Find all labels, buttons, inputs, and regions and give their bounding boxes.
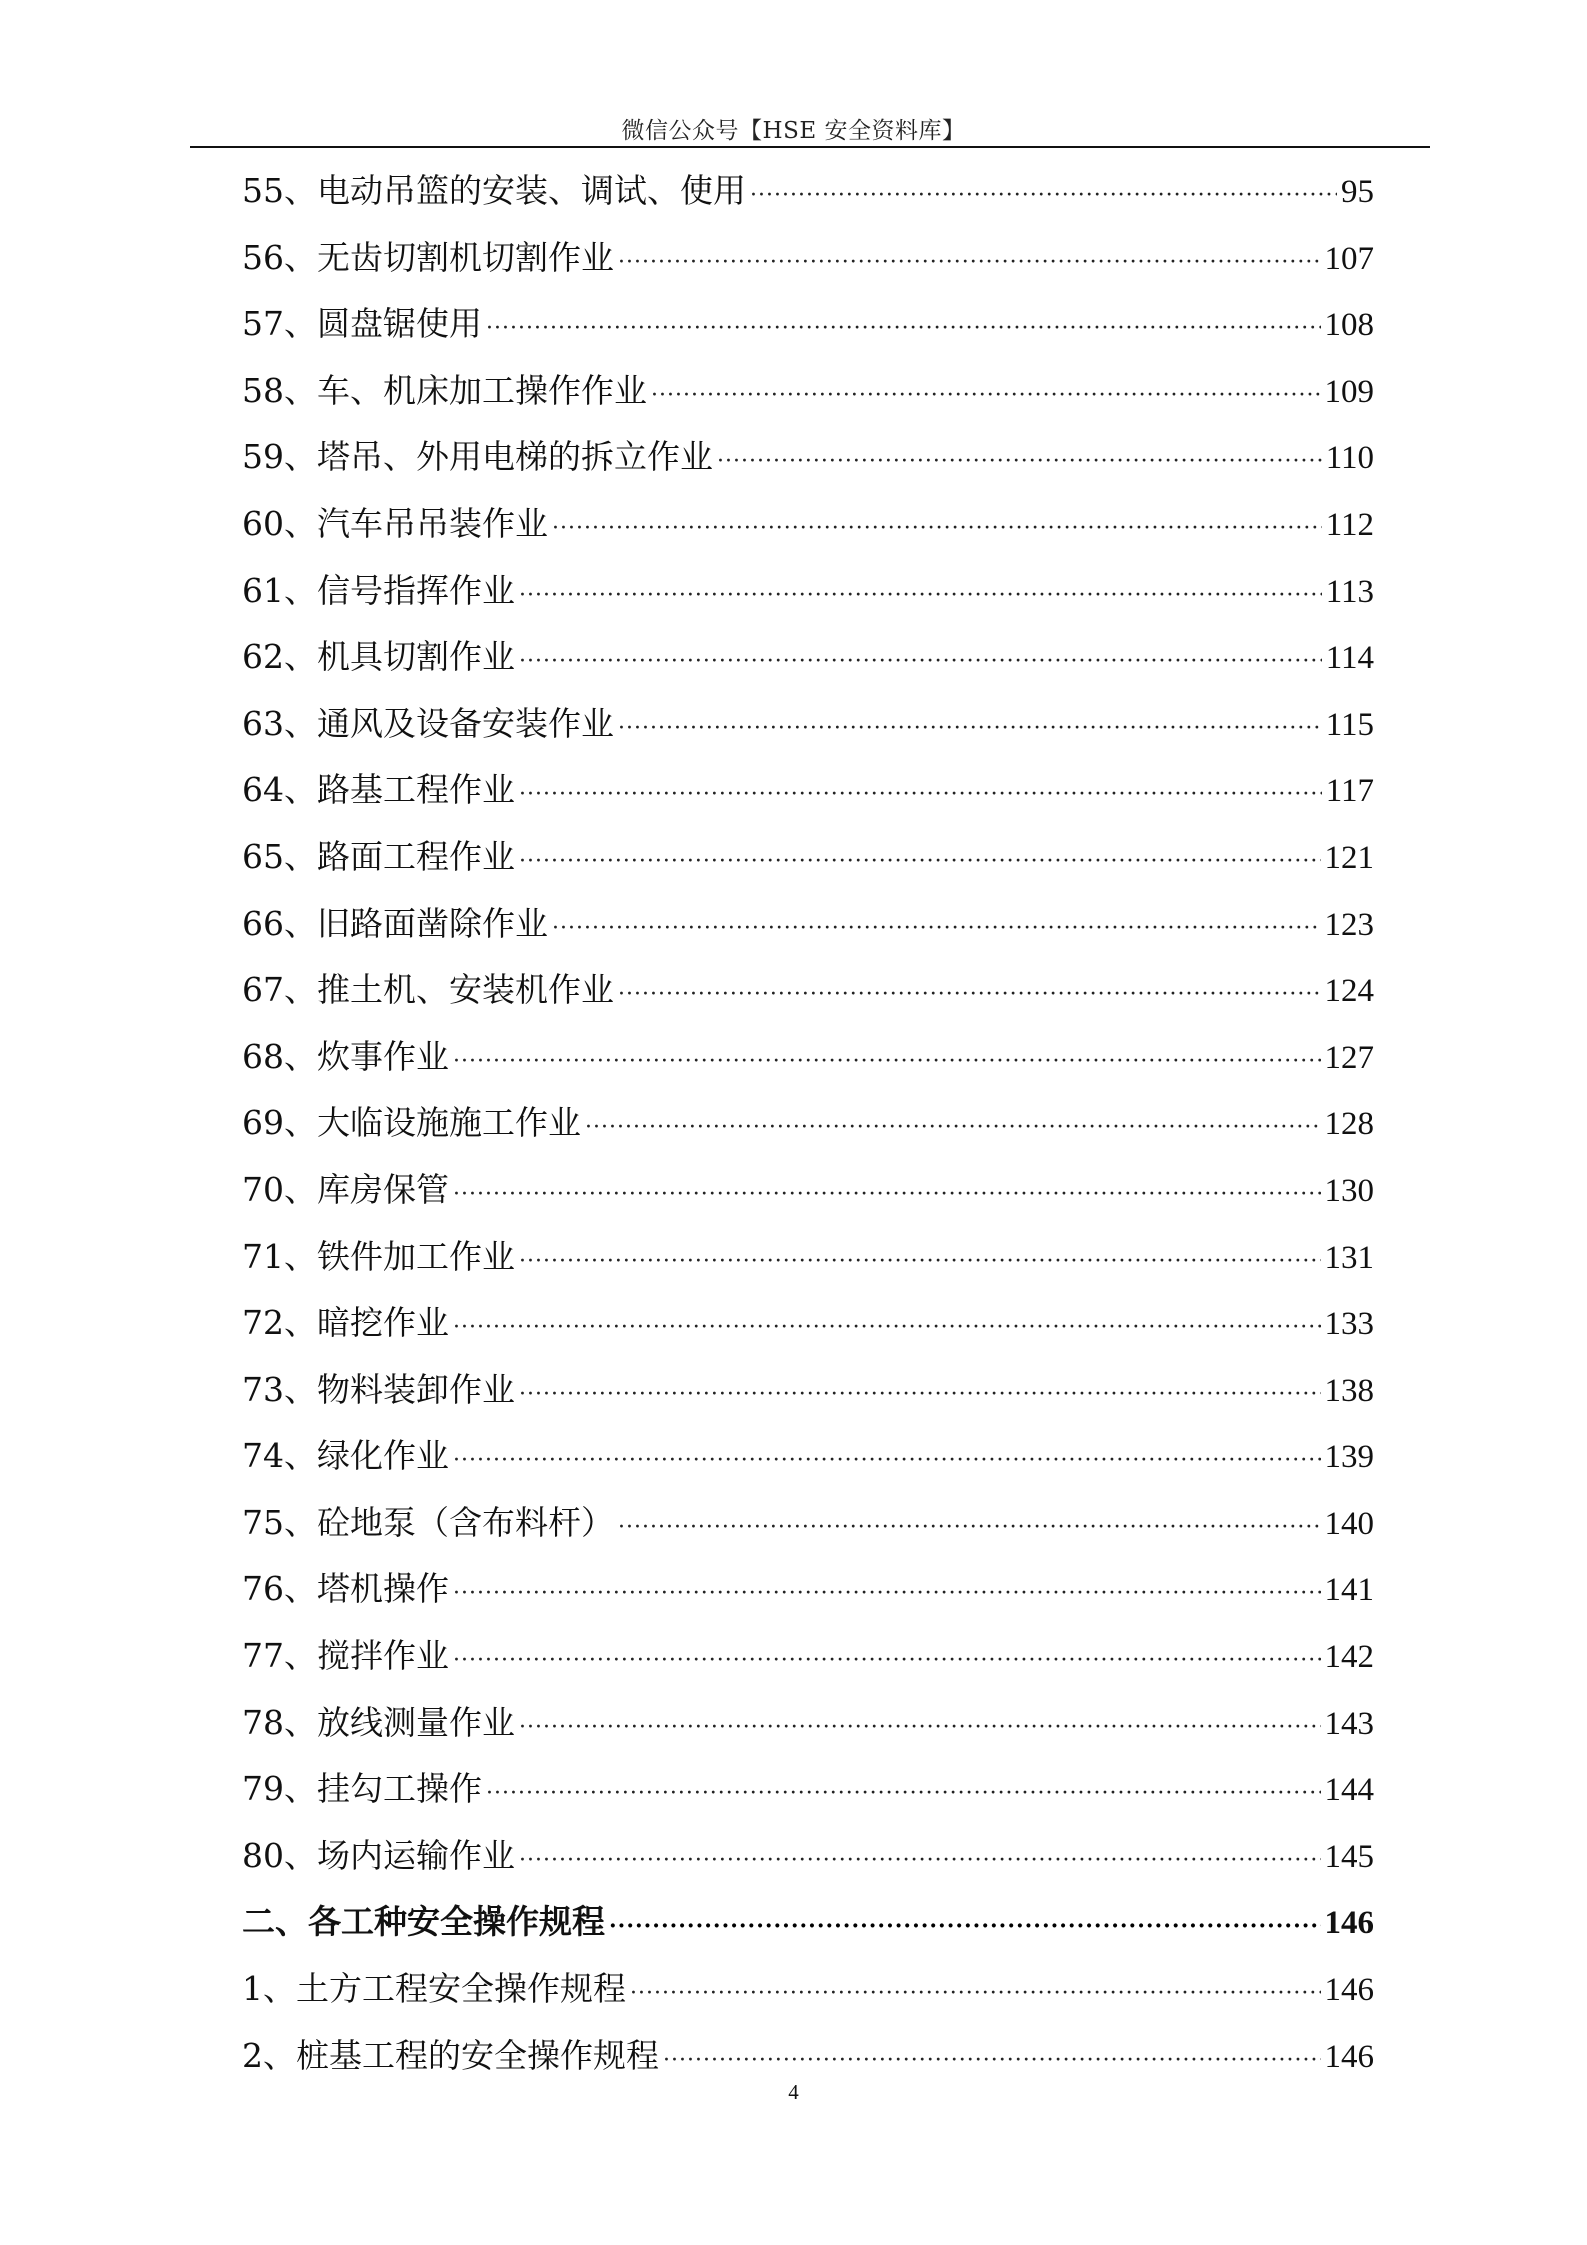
toc-entry[interactable] bbox=[242, 1224, 1374, 1291]
toc-dot-leader bbox=[552, 896, 1321, 963]
toc-entry-label: 2、桩基工程的安全操作规程 bbox=[242, 2035, 659, 2075]
toc-entry-label: 64、路基工程作业 bbox=[242, 770, 515, 810]
toc-entry-page-number: 117 bbox=[1325, 773, 1374, 810]
toc-entry-page-number: 113 bbox=[1325, 573, 1374, 610]
toc-entry[interactable] bbox=[242, 1556, 1374, 1623]
toc-entry-page-number: 95 bbox=[1341, 174, 1374, 210]
toc-entry-page-number: 131 bbox=[1324, 1239, 1374, 1276]
toc-entry-page-number: 107 bbox=[1324, 240, 1374, 277]
toc-dot-leader bbox=[585, 1095, 1321, 1162]
toc-entry-page-number: 114 bbox=[1325, 640, 1374, 677]
toc-entry-page-number: 109 bbox=[1324, 373, 1374, 410]
toc-entry-page-number: 112 bbox=[1325, 506, 1374, 543]
toc-entry-label: 79、挂勾工操作 bbox=[242, 1769, 482, 1809]
toc-dot-leader bbox=[717, 429, 1322, 496]
toc-dot-leader bbox=[618, 230, 1321, 297]
toc-dot-leader bbox=[453, 1029, 1321, 1096]
toc-entry-page-number: 145 bbox=[1324, 1838, 1374, 1875]
toc-entry[interactable] bbox=[242, 1623, 1374, 1690]
toc-entry-label: 70、库房保管 bbox=[242, 1169, 449, 1209]
toc-entry-label: 二、各工种安全操作规程 bbox=[242, 1902, 605, 1942]
toc-entry-page-number: 128 bbox=[1324, 1106, 1374, 1143]
toc-dot-leader bbox=[486, 1761, 1321, 1828]
toc-entry[interactable] bbox=[242, 1956, 1374, 2023]
toc-dot-leader bbox=[486, 296, 1321, 363]
toc-dot-leader bbox=[651, 363, 1321, 430]
toc-entry-label: 72、暗挖作业 bbox=[242, 1303, 449, 1343]
toc-entry[interactable] bbox=[242, 1690, 1374, 1757]
toc-entry-page-number: 133 bbox=[1324, 1306, 1374, 1343]
toc-entry-label: 75、砼地泵（含布料杆） bbox=[242, 1502, 614, 1542]
page-header-title: 微信公众号【HSE 安全资料库】 bbox=[621, 118, 966, 144]
toc-entry-page-number: 138 bbox=[1324, 1372, 1374, 1409]
toc-entry[interactable] bbox=[242, 1823, 1374, 1890]
toc-entry-label: 76、塔机操作 bbox=[242, 1569, 449, 1609]
toc-entry-page-number: 146 bbox=[1324, 2038, 1374, 2075]
toc-dot-leader bbox=[519, 829, 1321, 896]
toc-entry-label: 67、推土机、安装机作业 bbox=[242, 970, 614, 1010]
toc-entry-label: 71、铁件加工作业 bbox=[242, 1236, 515, 1276]
toc-dot-leader bbox=[609, 1893, 1321, 1960]
toc-entry-page-number: 108 bbox=[1324, 307, 1374, 344]
toc-entry-page-number: 130 bbox=[1324, 1172, 1374, 1209]
toc-entry-label: 66、旧路面凿除作业 bbox=[242, 903, 548, 943]
toc-entry-label: 62、机具切割作业 bbox=[242, 637, 515, 677]
toc-entry[interactable] bbox=[242, 691, 1374, 758]
toc-entry-label: 56、无齿切割机切割作业 bbox=[242, 237, 614, 277]
toc-dot-leader bbox=[453, 1162, 1321, 1229]
table-of-contents bbox=[242, 158, 1374, 2089]
toc-entry-page-number: 124 bbox=[1324, 973, 1374, 1010]
toc-entry-page-number: 127 bbox=[1324, 1039, 1374, 1076]
toc-dot-leader bbox=[618, 696, 1322, 763]
toc-entry[interactable] bbox=[242, 491, 1374, 558]
toc-entry[interactable] bbox=[242, 824, 1374, 891]
toc-entry[interactable] bbox=[242, 225, 1374, 292]
toc-entry[interactable] bbox=[242, 891, 1374, 958]
toc-entry-label: 78、放线测量作业 bbox=[242, 1702, 515, 1742]
toc-dot-leader bbox=[519, 1362, 1321, 1429]
header-divider bbox=[190, 146, 1430, 148]
toc-entry[interactable] bbox=[242, 1024, 1374, 1091]
toc-entry[interactable] bbox=[242, 957, 1374, 1024]
toc-entry-label: 55、电动吊篮的安装、调试、使用 bbox=[242, 171, 746, 210]
toc-dot-leader bbox=[630, 1961, 1321, 2028]
toc-entry-label: 65、路面工程作业 bbox=[242, 836, 515, 876]
toc-entry-label: 73、物料装卸作业 bbox=[242, 1369, 515, 1409]
toc-entry-label: 60、汽车吊吊装作业 bbox=[242, 503, 548, 543]
toc-entry[interactable] bbox=[242, 1756, 1374, 1823]
toc-entry-label: 74、绿化作业 bbox=[242, 1436, 449, 1476]
toc-section-heading[interactable] bbox=[242, 1889, 1374, 1956]
toc-entry-page-number: 143 bbox=[1324, 1705, 1374, 1742]
toc-dot-leader bbox=[453, 1295, 1321, 1362]
toc-dot-leader bbox=[552, 496, 1322, 563]
toc-entry-label: 61、信号指挥作业 bbox=[242, 570, 515, 610]
toc-entry-page-number: 115 bbox=[1325, 706, 1374, 743]
toc-entry[interactable] bbox=[242, 291, 1374, 358]
toc-entry[interactable] bbox=[242, 558, 1374, 625]
toc-entry-page-number: 110 bbox=[1325, 440, 1374, 477]
toc-dot-leader bbox=[618, 1495, 1321, 1562]
toc-entry-label: 58、车、机床加工操作作业 bbox=[242, 370, 647, 410]
toc-entry-page-number: 139 bbox=[1324, 1439, 1374, 1476]
toc-entry-label: 80、场内运输作业 bbox=[242, 1835, 515, 1875]
toc-entry[interactable] bbox=[242, 158, 1374, 225]
toc-entry[interactable] bbox=[242, 358, 1374, 425]
toc-dot-leader bbox=[519, 762, 1322, 829]
toc-entry-label: 57、圆盘锯使用 bbox=[242, 304, 482, 344]
toc-entry-page-number: 144 bbox=[1324, 1772, 1374, 1809]
toc-entry-page-number: 141 bbox=[1324, 1572, 1374, 1609]
page-number: 4 bbox=[788, 2080, 799, 2104]
toc-entry[interactable] bbox=[242, 1423, 1374, 1490]
toc-dot-leader bbox=[453, 1428, 1321, 1495]
toc-entry-label: 1、土方工程安全操作规程 bbox=[242, 1969, 626, 2009]
toc-dot-leader bbox=[750, 163, 1337, 230]
toc-entry-label: 69、大临设施施工作业 bbox=[242, 1103, 581, 1143]
toc-entry[interactable] bbox=[242, 1290, 1374, 1357]
toc-dot-leader bbox=[519, 1695, 1321, 1762]
toc-entry-page-number: 121 bbox=[1324, 839, 1374, 876]
toc-entry[interactable] bbox=[242, 1490, 1374, 1557]
toc-dot-leader bbox=[453, 1561, 1321, 1628]
toc-entry-label: 68、炊事作业 bbox=[242, 1036, 449, 1076]
toc-entry-page-number: 142 bbox=[1324, 1639, 1374, 1676]
toc-entry[interactable] bbox=[242, 1090, 1374, 1157]
toc-entry-label: 63、通风及设备安装作业 bbox=[242, 703, 614, 743]
toc-entry[interactable] bbox=[242, 624, 1374, 691]
toc-dot-leader bbox=[519, 563, 1322, 630]
toc-entry-page-number: 146 bbox=[1324, 1905, 1374, 1942]
toc-entry-label: 59、塔吊、外用电梯的拆立作业 bbox=[242, 437, 713, 477]
toc-entry-page-number: 140 bbox=[1324, 1505, 1374, 1542]
toc-entry[interactable] bbox=[242, 1357, 1374, 1424]
toc-entry-label: 77、搅拌作业 bbox=[242, 1636, 449, 1676]
toc-entry-page-number: 123 bbox=[1324, 906, 1374, 943]
toc-dot-leader bbox=[618, 962, 1321, 1029]
toc-entry-page-number: 146 bbox=[1324, 1972, 1374, 2009]
toc-dot-leader bbox=[519, 1828, 1321, 1895]
toc-entry[interactable] bbox=[242, 424, 1374, 491]
toc-dot-leader bbox=[453, 1628, 1321, 1695]
toc-dot-leader bbox=[519, 1229, 1321, 1296]
toc-entry[interactable] bbox=[242, 1157, 1374, 1224]
toc-dot-leader bbox=[519, 629, 1322, 696]
toc-entry[interactable] bbox=[242, 757, 1374, 824]
